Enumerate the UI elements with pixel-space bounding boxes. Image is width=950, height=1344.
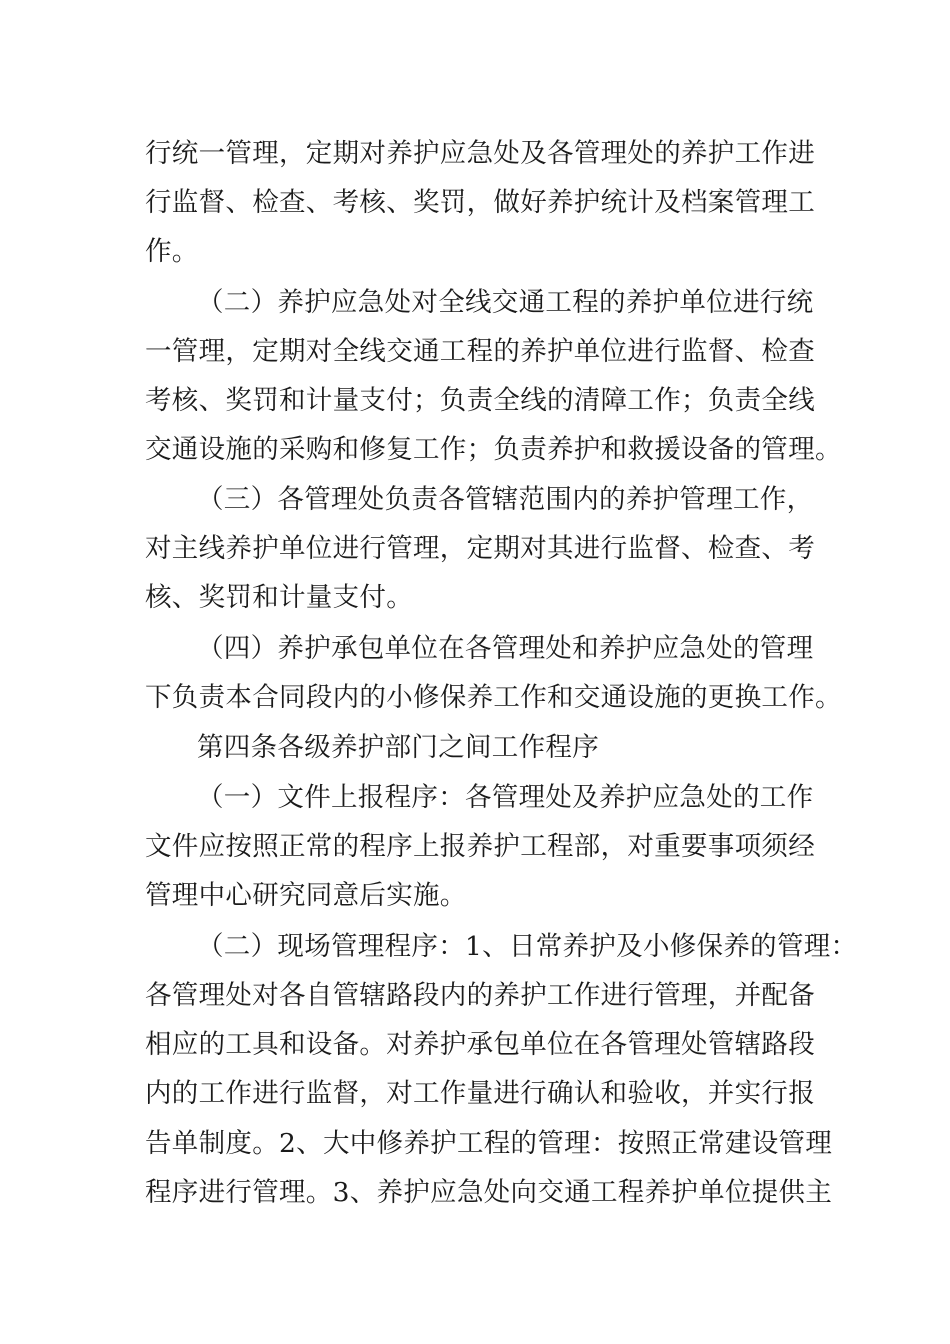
text-line: （二）现场管理程序：1、日常养护及小修保养的管理：: [197, 931, 858, 962]
text-line: 行统一管理，定期对养护应急处及各管理处的养护工作进: [145, 138, 815, 169]
section-heading: 第四条各级养护部门之间工作程序: [197, 732, 599, 763]
text-line: （四）养护承包单位在各管理处和养护应急处的管理: [197, 633, 814, 664]
text-line: （三）各管理处负责各管辖范围内的养护管理工作，: [197, 484, 814, 515]
text-line: 一管理，定期对全线交通工程的养护单位进行监督、检查: [145, 336, 815, 367]
text-line: 行监督、检查、考核、奖罚，做好养护统计及档案管理工: [145, 187, 815, 218]
text-line: 交通设施的采购和修复工作；负责养护和救援设备的管理。: [145, 434, 842, 465]
text-line: 各管理处对各自管辖路段内的养护工作进行管理，并配备: [145, 980, 815, 1011]
text-line: 管理中心研究同意后实施。: [145, 880, 467, 911]
text-line: 作。: [145, 236, 199, 267]
text-line: 核、奖罚和计量支付。: [145, 582, 413, 613]
text-line: 对主线养护单位进行管理，定期对其进行监督、检查、考: [145, 533, 815, 564]
text-line: 考核、奖罚和计量支付；负责全线的清障工作；负责全线: [145, 385, 815, 416]
text-line: 下负责本合同段内的小修保养工作和交通设施的更换工作。: [145, 682, 842, 713]
text-line: （二）养护应急处对全线交通工程的养护单位进行统: [197, 287, 814, 318]
text-line: 相应的工具和设备。对养护承包单位在各管理处管辖路段: [145, 1029, 815, 1060]
text-line: 告单制度。2、大中修养护工程的管理：按照正常建设管理: [145, 1128, 833, 1159]
text-line: （一）文件上报程序：各管理处及养护应急处的工作: [197, 782, 814, 813]
text-line: 内的工作进行监督，对工作量进行确认和验收，并实行报: [145, 1078, 815, 1109]
text-line: 程序进行管理。3、养护应急处向交通工程养护单位提供主: [145, 1177, 833, 1208]
text-line: 文件应按照正常的程序上报养护工程部，对重要事项须经: [145, 831, 815, 862]
